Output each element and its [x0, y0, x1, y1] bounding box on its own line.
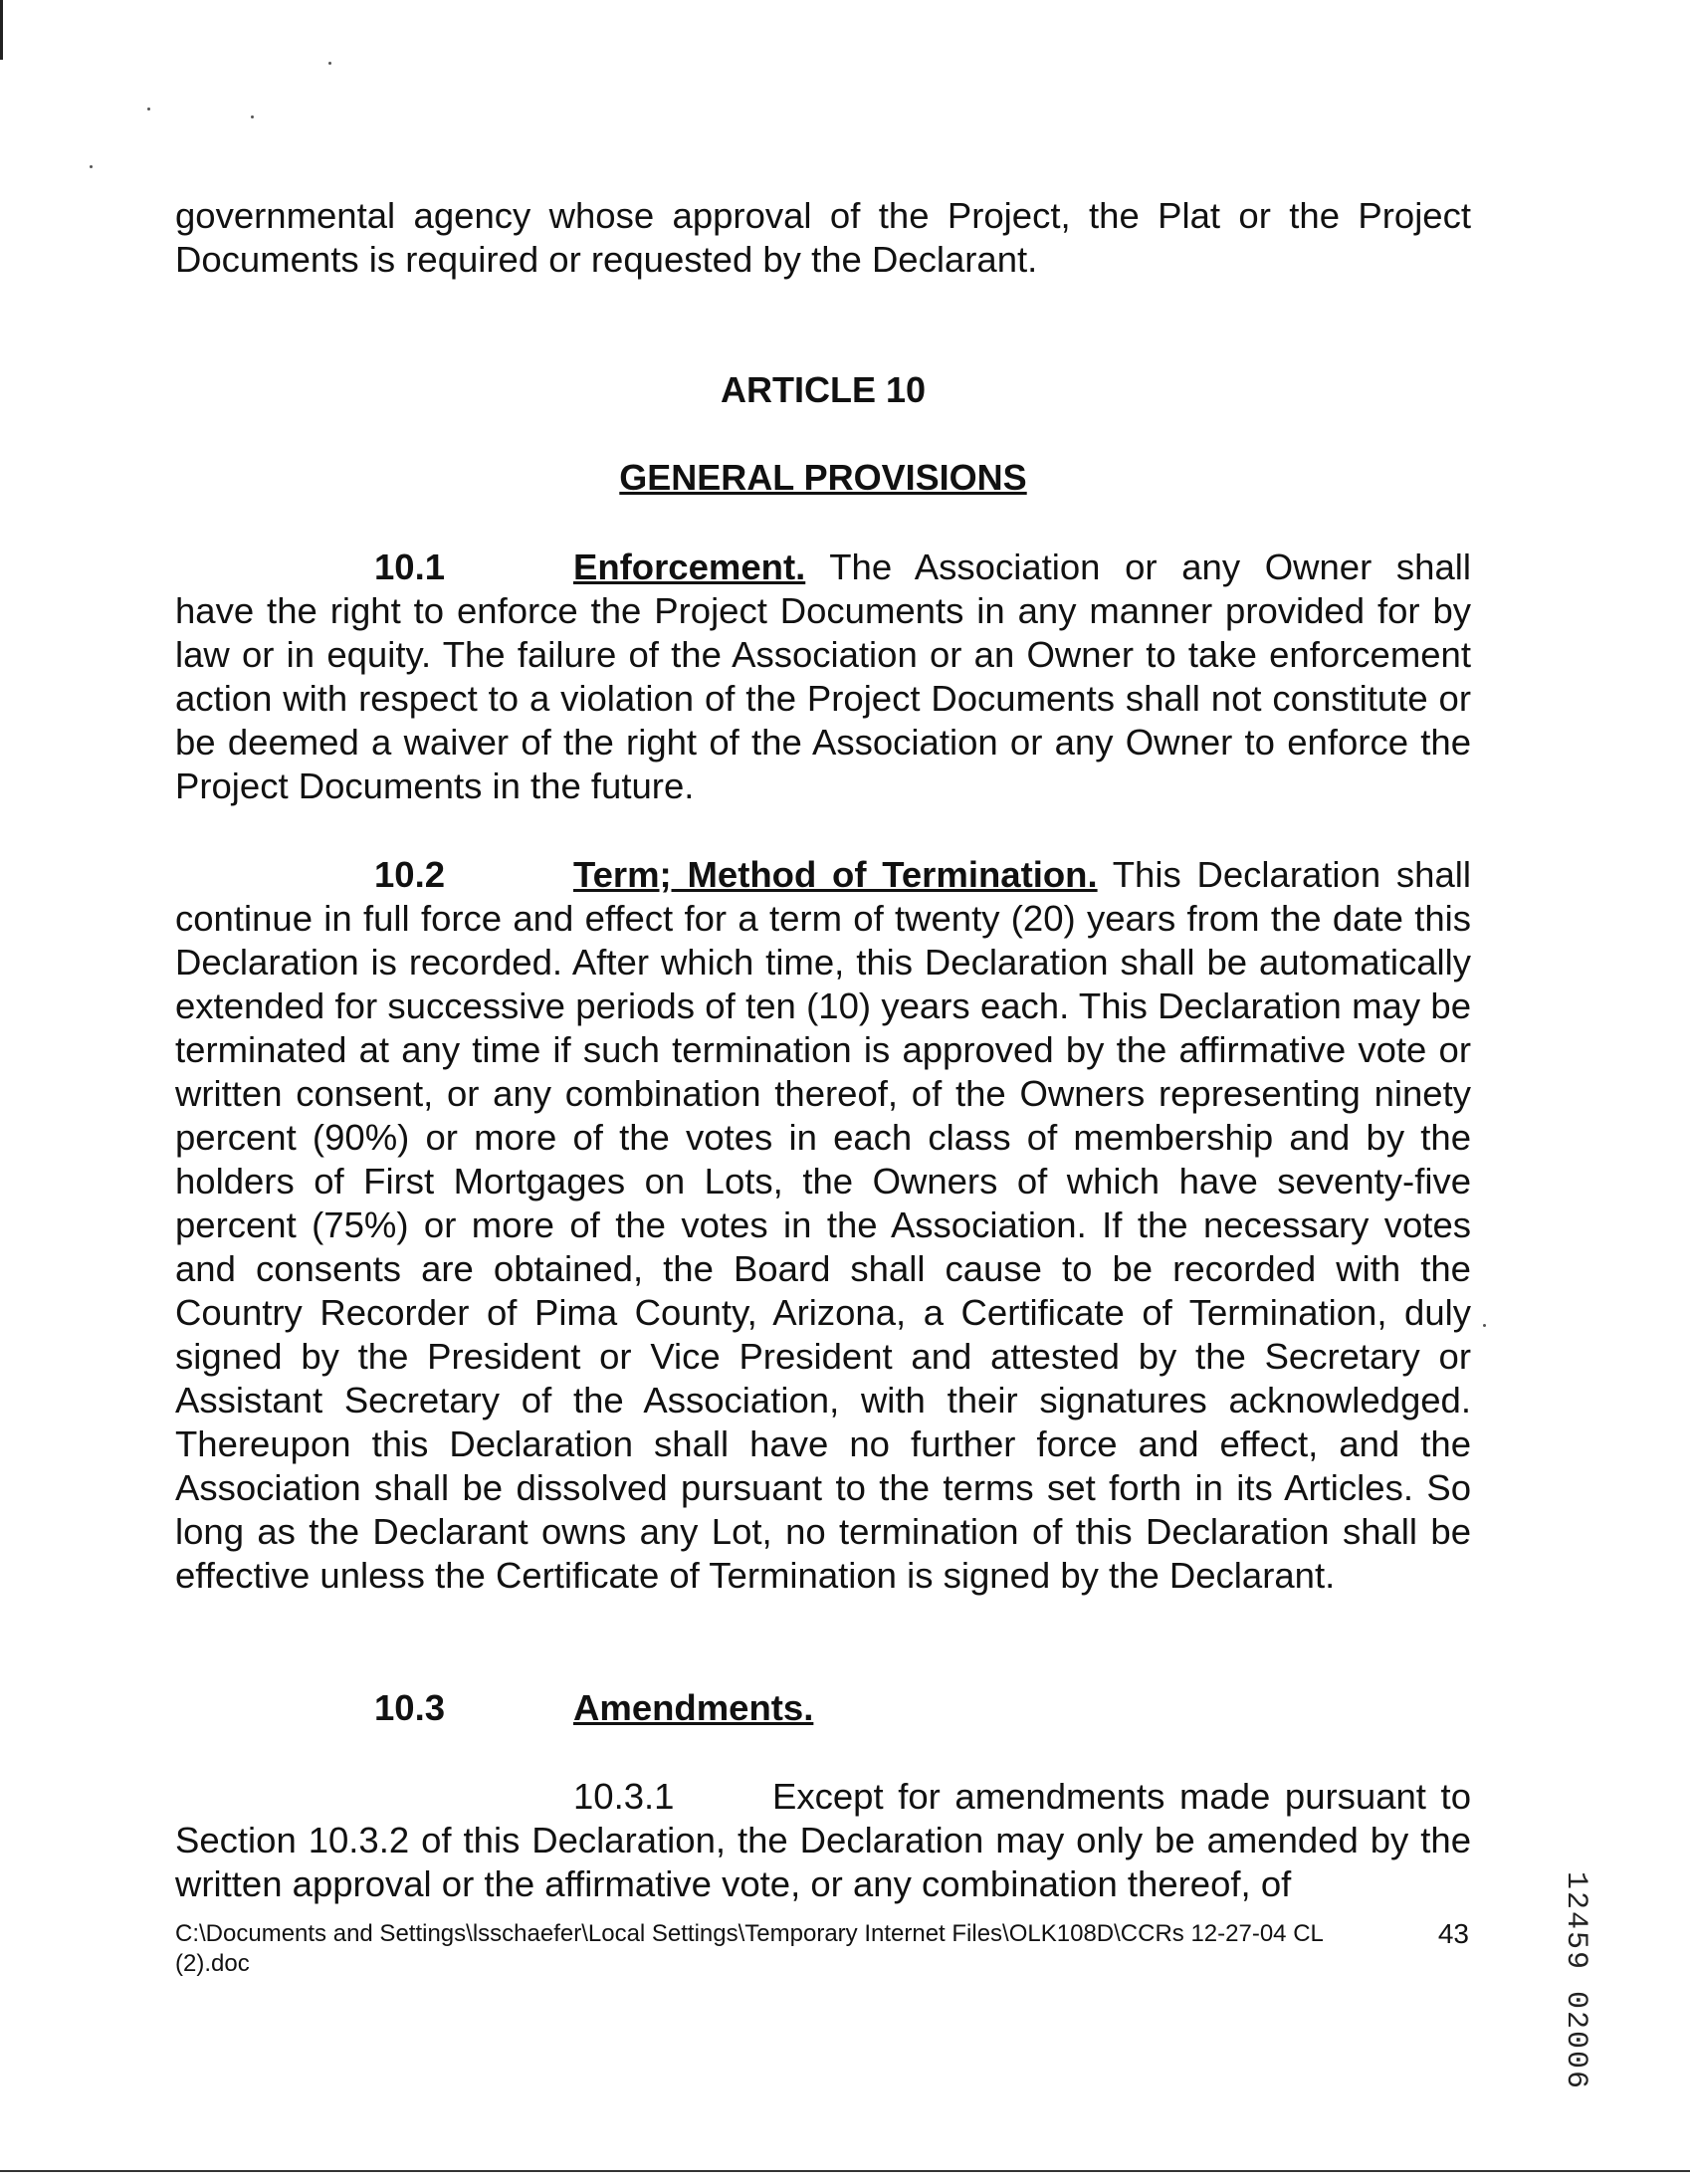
article-title [175, 368, 1471, 412]
intro-text: governmental agency whose approval of the Project, the Plat or the Project Documents is required or requested by the Declarant. [175, 195, 1471, 280]
section-title: Amendments. [573, 1687, 814, 1728]
subsection-10-3-1 [175, 1775, 1471, 1906]
page-footer [175, 1919, 1469, 1979]
section-number: 10.2 [374, 854, 446, 895]
scan-edge-mark [0, 0, 3, 60]
scan-speck [147, 108, 150, 110]
section-number: 10.3 [374, 1687, 446, 1728]
section-text: The Association or any Owner shall have the right to enforce the Project Documents in any manner provided for by law or in equity. The failure of the Association or an Owner to take enforcement action with respect to a violation of the Project Documents shall not constitute or be deemed a waiver of the right of the Association or any Owner to enforce the Project Documents in the future. [175, 546, 1471, 806]
recording-stamp: 12459 02006 [1559, 1871, 1592, 2091]
footer-file-path: C:\Documents and Settings\lsschaefer\Local Settings\Temporary Internet Files\OLK108D\CCRs 12-27-04 CL (2).doc [175, 1920, 1323, 1977]
section-title: Term; Method of Termination. [573, 854, 1098, 895]
subsection-paragraph [175, 1775, 1471, 1906]
article-title-text: ARTICLE 10 [720, 369, 927, 410]
section-number: 10.1 [374, 546, 446, 587]
scan-speck [328, 62, 331, 65]
article-subtitle-text: GENERAL PROVISIONS [619, 457, 1027, 498]
section-text: This Declaration shall continue in full force and effect for a term of twenty (20) years from the date this Declaration is recorded. After which time, this Declaration shall be automatically extended for successive periods of ten (10) years each. This Declaration may be terminated at any time if such termination is approved by the affirmative vote or written consent, or any combination thereof, of the Owners representing ninety percent (90%) or more of the votes in each class of membership and by the holders of First Mortgages on Lots, the Owners of which have seventy-five percent (75%) or more of the votes in the Association. If the necessary votes and consents are obtained, the Board shall cause to be recorded with the Country Recorder of Pima County, Arizona, a Certificate of Termination, duly signed by the President or Vice President and attested by the Secretary or Assistant Secretary of the Association, with their signatures acknowledged. Thereupon this Declaration shall have no further force and effect, and the Association shall be dissolved pursuant to the terms set forth in its Articles. So long as the Declarant owns any Lot, no termination of this Declaration shall be effective unless the Certificate of Termination is signed by the Declarant. [175, 854, 1471, 1596]
page-number: 43 [1437, 1918, 1469, 1949]
subsection-number: 10.3.1 [573, 1776, 675, 1817]
article-subtitle [175, 456, 1471, 500]
subsection-text: Except for amendments made pursuant to Section 10.3.2 of this Declaration, the Declaration may only be amended by the written approval or the affirmative vote, or any combination thereof, of [175, 1776, 1471, 1904]
scan-speck [1483, 1324, 1486, 1327]
intro-paragraph [175, 194, 1471, 282]
section-title: Enforcement. [573, 546, 806, 587]
section-paragraph [175, 1686, 1471, 1730]
section-10-2 [175, 853, 1471, 1598]
section-10-3 [175, 1686, 1471, 1730]
scan-speck [251, 115, 254, 118]
section-paragraph [175, 853, 1471, 1598]
scan-speck [90, 165, 93, 168]
scan-bottom-line [0, 2170, 1690, 2172]
section-paragraph [175, 546, 1471, 808]
section-10-1 [175, 546, 1471, 808]
